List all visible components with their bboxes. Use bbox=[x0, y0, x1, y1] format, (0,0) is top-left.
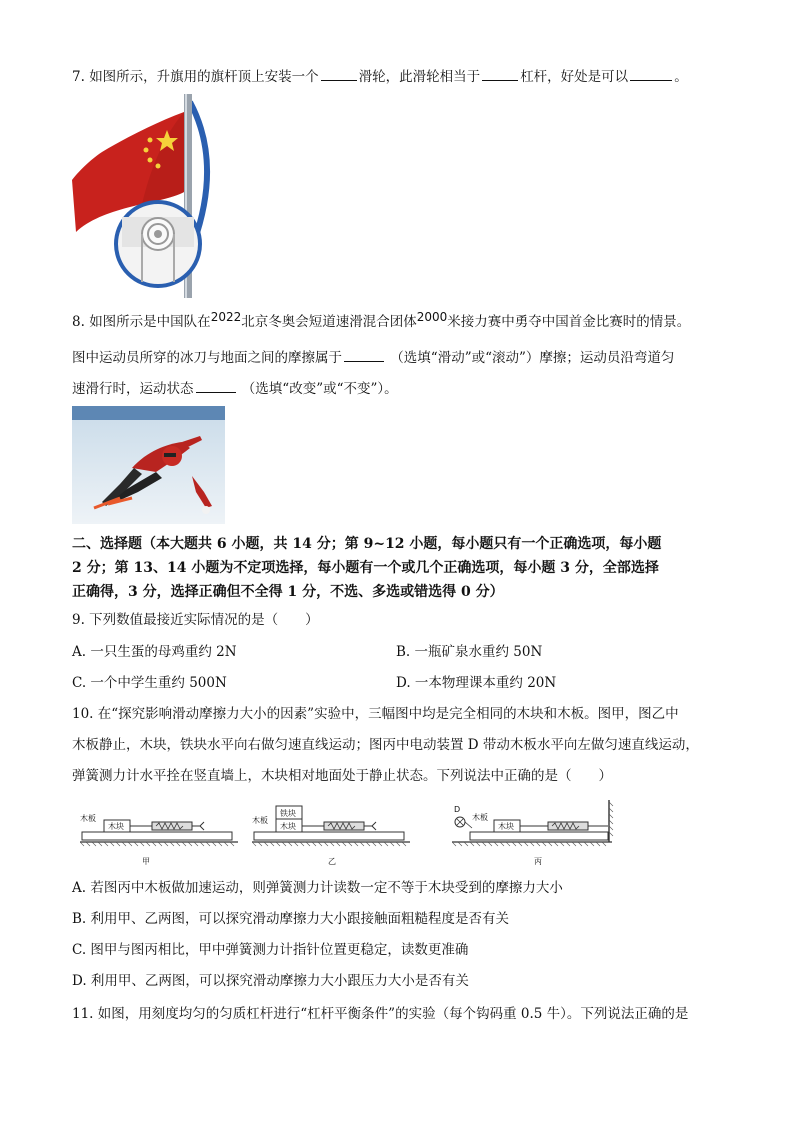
label-block: 木块 bbox=[108, 822, 124, 831]
q10-option-c[interactable]: C. 图甲与图丙相比，甲中弹簧测力计指针位置更稳定，读数更准确 bbox=[72, 942, 469, 958]
q10-line-3: 弹簧测力计水平拴在竖直墙上，木块相对地面处于静止状态。下列说法中正确的是（ ） bbox=[72, 768, 612, 784]
q9-option-b[interactable]: B. 一瓶矿泉水重约 50N bbox=[396, 644, 543, 660]
label-yi: 乙 bbox=[328, 857, 336, 866]
q10-line-1: 10. 在“探究影响滑动摩擦力大小的因素”实验中，三幅图中均是完全相同的木块和木板。图甲，图乙中 bbox=[72, 706, 679, 722]
label-board: 木板 bbox=[80, 814, 96, 823]
label-iron: 铁块 bbox=[280, 809, 296, 818]
speed-skater-image bbox=[72, 406, 225, 524]
q10-option-b[interactable]: B. 利用甲、乙两图，可以探究滑动摩擦力大小跟接触面粗糙程度是否有关 bbox=[72, 911, 510, 927]
q9-option-c[interactable]: C. 一个中学生重约 500N bbox=[72, 675, 227, 691]
q9-option-d[interactable]: D. 一本物理课本重约 20N bbox=[396, 675, 557, 691]
label-bing: 丙 bbox=[534, 857, 542, 866]
q8-blank-2[interactable] bbox=[196, 378, 236, 393]
label-block-bing: 木块 bbox=[498, 822, 514, 831]
q7-text: 7. 如图所示，升旗用的旗杆顶上安装一个 滑轮，此滑轮相当于 杠杆，好处是可以 。 bbox=[72, 66, 688, 87]
flagpole-pulley-image bbox=[72, 92, 212, 298]
q10-option-a[interactable]: A. 若图丙中木板做加速运动，则弹簧测力计读数一定不等于木块受到的摩擦力大小 bbox=[72, 880, 563, 896]
label-motor: D bbox=[454, 805, 461, 814]
label-board-yi: 木板 bbox=[252, 816, 268, 825]
q10-option-d[interactable]: D. 利用甲、乙两图，可以探究滑动摩擦力大小跟压力大小是否有关 bbox=[72, 973, 469, 989]
figure-bing bbox=[452, 798, 616, 868]
label-block-yi: 木块 bbox=[280, 822, 296, 831]
q11-line-1: 11. 如图，用刻度均匀的匀质杠杆进行“杠杆平衡条件”的实验（每个钩码重 0.5 牛）。下列说法正确的是 bbox=[72, 1006, 689, 1022]
figure-yi bbox=[252, 800, 412, 868]
q10-line-2: 木板静止，木块，铁块水平向右做匀速直线运动；图丙中电动装置 D 带动木板水平向左做匀速直线运动， bbox=[72, 737, 699, 753]
section2-line-2: 2 分；第 13、14 小题为不定项选择，每小题有一个或几个正确选项，每小题 3 分，全部选择 bbox=[72, 560, 659, 576]
q7-blank-2[interactable] bbox=[482, 66, 518, 81]
q8-line-1: 8. 如图所示是中国队在2022北京冬奥会短道速滑混合团体2000米接力赛中勇夺中国首金比赛时的情景。 bbox=[72, 310, 691, 330]
section2-line-1: 二、选择题（本大题共 6 小题，共 14 分；第 9~12 小题，每小题只有一个正确选项，每小题 bbox=[72, 536, 662, 552]
q7-blank-1[interactable] bbox=[321, 66, 357, 81]
q8-blank-1[interactable] bbox=[344, 347, 384, 362]
q8-line-2: 图中运动员所穿的冰刀与地面之间的摩擦属于 （选填“滑动”或“滚动”）摩擦；运动员沿弯道匀 bbox=[72, 347, 674, 368]
q8-line-3: 速滑行时，运动状态 （选填“改变”或“不变”）。 bbox=[72, 378, 398, 399]
q9-stem: 9. 下列数值最接近实际情况的是（ ） bbox=[72, 612, 319, 628]
section2-line-3: 正确得，3 分，选择正确但不全得 1 分，不选、多选或错选得 0 分） bbox=[72, 584, 504, 600]
q7-blank-3[interactable] bbox=[630, 66, 672, 81]
q9-option-a[interactable]: A. 一只生蛋的母鸡重约 2N bbox=[72, 644, 237, 660]
label-board-bing: 木板 bbox=[472, 813, 488, 822]
figure-jia bbox=[80, 806, 240, 868]
label-jia: 甲 bbox=[142, 857, 150, 866]
